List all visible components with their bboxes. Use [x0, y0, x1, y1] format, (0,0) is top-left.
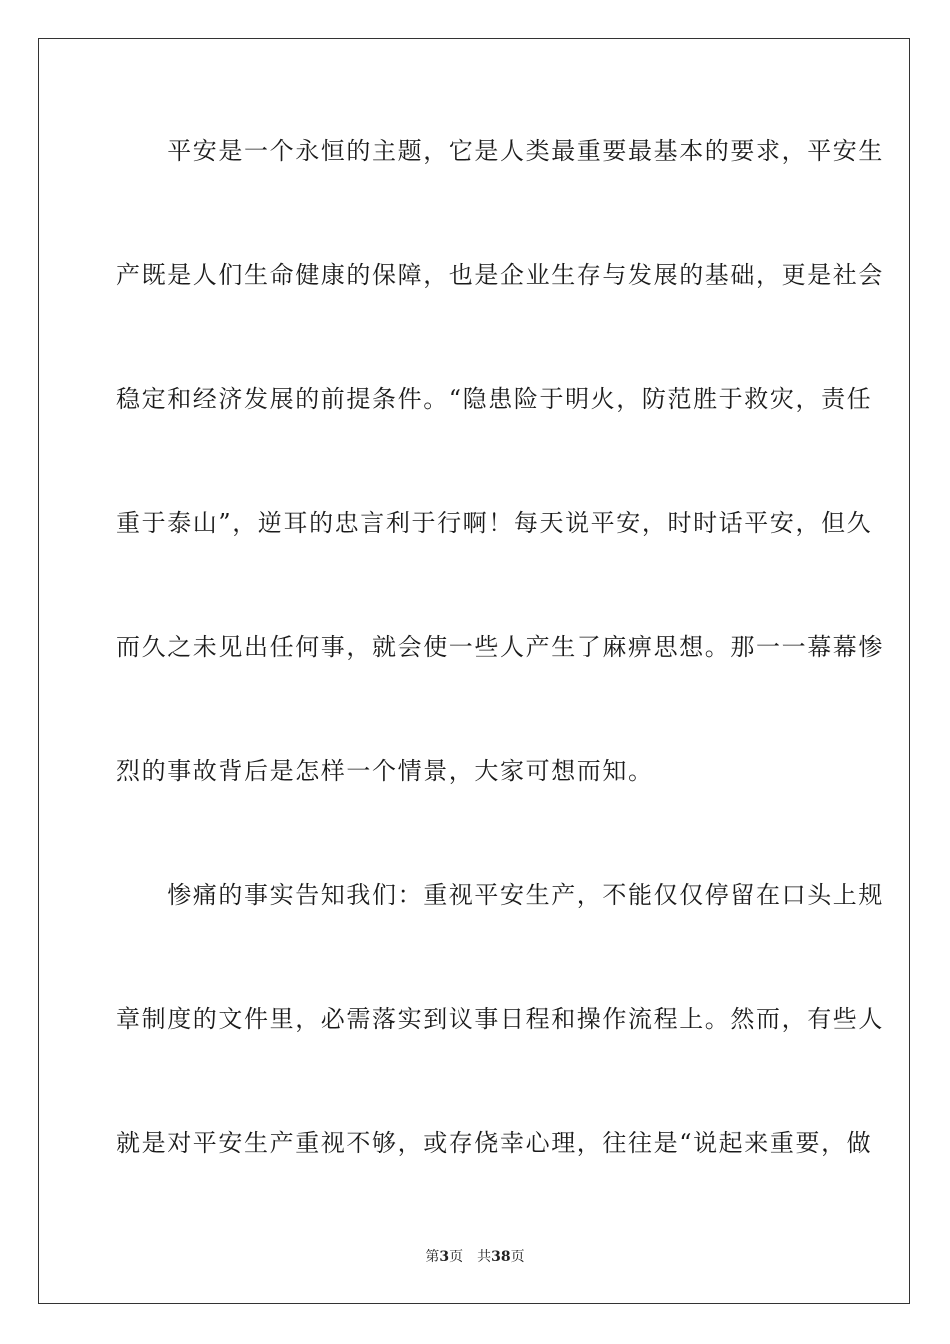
paragraph-2-line-2: 章制度的文件里，必需落实到议事日程和操作流程上。然而，有些人: [116, 1005, 884, 1033]
page-border: [38, 38, 910, 1304]
total-suffix: 页: [510, 1249, 525, 1265]
total-page-count: 38: [491, 1249, 511, 1265]
paragraph-1-line-6: 烈的事故背后是怎样一个情景，大家可想而知。: [116, 757, 654, 785]
page-number-footer: [0, 1248, 950, 1266]
page-suffix: 页: [449, 1249, 464, 1265]
total-prefix: 共: [477, 1249, 492, 1265]
paragraph-1-line-2: 产既是人们生命健康的保障，也是企业生存与发展的基础，更是社会: [116, 261, 884, 289]
page-prefix: 第: [425, 1249, 440, 1265]
paragraph-1-line-1: 平安是一个永恒的主题，它是人类最重要最基本的要求，平安生: [116, 137, 884, 165]
paragraph-2-line-1: 惨痛的事实告知我们：重视平安生产，不能仅仅停留在口头上规: [116, 881, 884, 909]
current-page-number: 3: [439, 1249, 450, 1265]
paragraph-1-line-3: 稳定和经济发展的前提条件。“隐患险于明火，防范胜于救灾，责任: [116, 385, 873, 413]
paragraph-1-line-4: 重于泰山”，逆耳的忠言利于行啊！每天说平安，时时话平安，但久: [116, 509, 873, 537]
paragraph-1-line-5: 而久之未见出任何事，就会使一些人产生了麻痹思想。那一一幕幕惨: [116, 633, 884, 661]
paragraph-2-line-3: 就是对平安生产重视不够，或存侥幸心理，往往是“说起来重要，做: [116, 1129, 873, 1157]
